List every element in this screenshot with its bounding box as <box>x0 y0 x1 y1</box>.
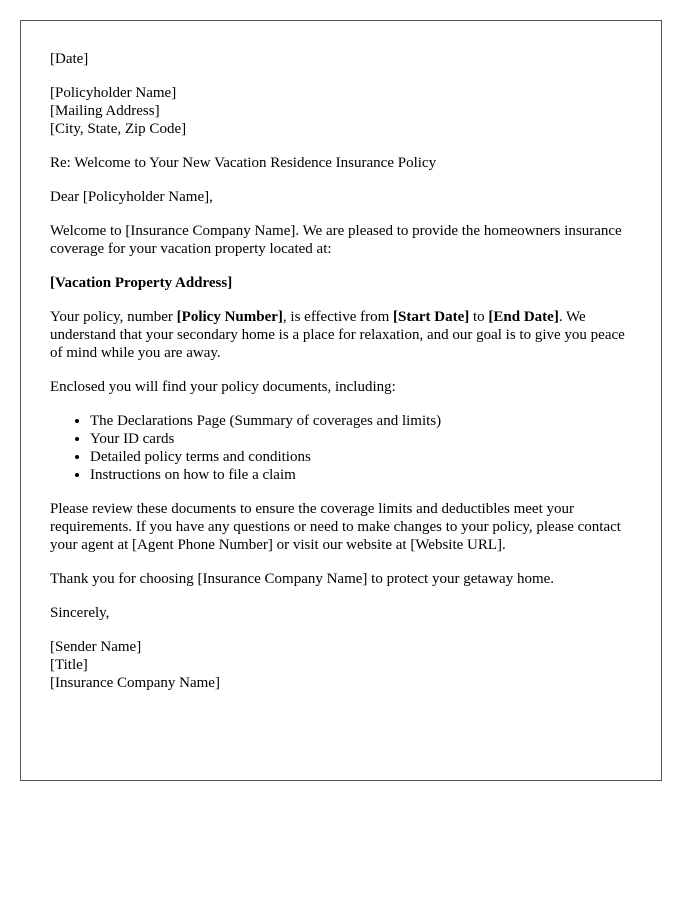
review-paragraph: Please review these documents to ensure the coverage limits and deductibles meet your requirements. If you have any questions or need to make changes to your policy, please contact your agent at [Agent Phone Number] or visit our website at [Website URL]. <box>50 501 621 553</box>
policy-text-3: to <box>469 309 489 325</box>
letter-date: [Date] <box>50 51 89 67</box>
sender-title: [Title] <box>50 657 88 673</box>
recipient-block <box>50 84 633 138</box>
policy-end-date: [End Date] <box>488 309 559 325</box>
policy-number: [Policy Number] <box>176 309 283 325</box>
intro-paragraph: Welcome to [Insurance Company Name]. We are pleased to provide the homeowners insurance coverage for your vacation property located at: <box>50 223 622 257</box>
list-item: • Instructions on how to file a claim <box>90 466 633 484</box>
property-address: [Vacation Property Address] <box>50 275 233 291</box>
policy-start-date: [Start Date] <box>393 309 470 325</box>
letter-page <box>20 20 662 781</box>
recipient-address: [Mailing Address] <box>50 103 160 119</box>
list-item: • Your ID cards <box>90 430 633 448</box>
sender-company: [Insurance Company Name] <box>50 675 220 691</box>
recipient-city-state-zip: [City, State, Zip Code] <box>50 121 187 137</box>
letter-subject: Re: Welcome to Your New Vacation Residence Insurance Policy <box>50 155 437 171</box>
enclosed-intro: Enclosed you will find your policy documents, including: <box>50 379 396 395</box>
letter-closing: Sincerely, <box>50 605 110 621</box>
letter-salutation: Dear [Policyholder Name], <box>50 189 213 205</box>
sender-name: [Sender Name] <box>50 639 142 655</box>
enclosed-documents-list <box>50 412 633 484</box>
recipient-name: [Policyholder Name] <box>50 85 177 101</box>
thanks-paragraph: Thank you for choosing [Insurance Company Name] to protect your getaway home. <box>50 571 555 587</box>
policy-text-1: Your policy, number <box>50 309 177 325</box>
policy-text-2: , is effective from <box>282 309 394 325</box>
policy-paragraph <box>50 308 633 362</box>
list-item: • The Declarations Page (Summary of coverages and limits) <box>90 412 633 430</box>
list-item: • Detailed policy terms and conditions <box>90 448 633 466</box>
policy-text-4: . We understand that your secondary home is a place for relaxation, and our goal is to give you peace of mind while you are away. <box>50 309 625 361</box>
sender-block <box>50 638 633 692</box>
